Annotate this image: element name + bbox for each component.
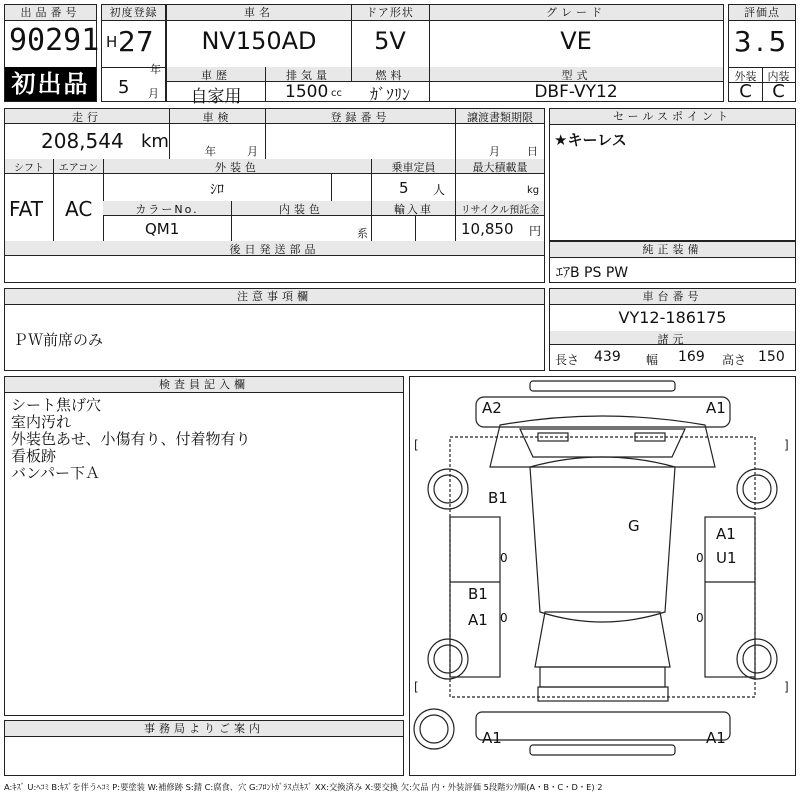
- first-reg-box: [101, 4, 166, 102]
- mileage: 208,544: [41, 129, 124, 153]
- mark-a1-right: A1: [716, 525, 736, 543]
- notes-box: [4, 288, 545, 371]
- int-color-unit: 系: [357, 227, 368, 240]
- inspector-line: シート焦げ穴: [11, 396, 102, 414]
- mark-zero-left: 0: [500, 551, 508, 565]
- car-name-label: 車名: [167, 5, 351, 21]
- month-unit: 月: [148, 87, 159, 100]
- reg-number-label: 登録番号: [265, 109, 455, 124]
- mark-zero-right: 0: [696, 551, 704, 565]
- svg-text:[: [: [414, 438, 419, 452]
- mark-b1-left: B1: [488, 489, 508, 507]
- shift-label: シフト: [5, 159, 53, 174]
- length-label: 長さ: [555, 353, 580, 367]
- inspector-line: 看板跡: [11, 447, 57, 465]
- era: H: [106, 33, 118, 51]
- sales-label: セールスポイント: [550, 109, 795, 125]
- int-color-label: 内装色: [231, 201, 371, 216]
- inspector-line: 室内汚れ: [11, 413, 72, 431]
- equipment-label: 純正装備: [550, 242, 795, 258]
- transfer-month-unit: 月: [489, 145, 500, 158]
- grade: VE: [560, 27, 592, 55]
- height-label: 高さ: [722, 353, 747, 367]
- shift: FAT: [9, 197, 44, 221]
- capacity-label: 乗車定員: [371, 159, 455, 174]
- mark-u1-right: U1: [716, 549, 737, 567]
- mark-b1-left-lower: B1: [468, 585, 488, 603]
- length: 439: [594, 349, 621, 365]
- equipment-text: ｴｱB PS PW: [556, 265, 629, 281]
- car-outline-svg: [410, 377, 795, 775]
- inspection-month-unit: 月: [247, 145, 258, 158]
- first-listing-badge: 初出品: [5, 67, 96, 101]
- width-value: 169: [678, 349, 705, 365]
- transfer-label: 譲渡書類期限: [455, 109, 544, 124]
- model-label: 型式: [429, 67, 723, 82]
- office-label: 事務局よりご案内: [5, 721, 403, 737]
- inspector-line: バンパー下Ａ: [11, 464, 100, 482]
- aircon: AC: [65, 197, 93, 221]
- equipment-box: [549, 241, 796, 283]
- year-unit: 年: [150, 63, 161, 76]
- year: 27: [118, 25, 154, 58]
- recycle-label: リサイクル預託金: [455, 201, 544, 216]
- svg-text:]: ]: [784, 680, 789, 694]
- inspector-label: 検査員記入欄: [5, 377, 403, 393]
- sales-text: ★キーレス: [554, 131, 627, 149]
- interior-label: 内装: [767, 70, 790, 83]
- chassis-number: VY12-186175: [618, 308, 727, 327]
- mark-a2-top-left: A2: [482, 399, 502, 417]
- lot-number: 90291: [9, 23, 100, 58]
- inspector-line: 外装色あせ、小傷有り、付着物有り: [11, 430, 251, 448]
- car-name: NV150AD: [201, 27, 317, 55]
- ext-color-label: 外装色: [103, 159, 371, 174]
- mark-zero-left-lower: 0: [500, 611, 508, 625]
- chassis-label: 車台番号: [550, 289, 795, 305]
- car-diagram: [409, 376, 796, 776]
- mark-a1-bottom-right: A1: [706, 729, 726, 747]
- specs-box: [4, 108, 545, 283]
- import-label: 輸入車: [371, 201, 455, 216]
- mark-zero-right-lower: 0: [696, 611, 704, 625]
- lot-label: 出品番号: [5, 5, 96, 21]
- office-box: [4, 720, 404, 776]
- notes-label: 注意事項欄: [5, 289, 544, 305]
- history: 自家用: [190, 87, 242, 107]
- door-type: 5V: [374, 27, 406, 55]
- ext-color: ｼﾛ: [210, 182, 224, 198]
- fuel-label: 燃料: [351, 67, 429, 82]
- max-load-label: 最大積載量: [455, 159, 544, 174]
- aircon-label: エアコン: [53, 159, 103, 174]
- footer-legend: A:ｷｽﾞ U:ﾍｺﾐ B:ｷｽﾞを伴うﾍｺﾐ P:要塗装 W:補修跡 S:錆 C:腐食、穴 G:ﾌﾛﾝﾄｶﾞﾗｽ点ｷｽﾞ XX:交換済み X:要交換 欠:欠品 内・外装評価 5段階ﾗﾝｸ順(A・B・C・D・E) 2: [4, 782, 603, 792]
- displacement-unit: cc: [331, 88, 342, 99]
- max-load-unit: kg: [527, 185, 540, 196]
- car-box: [166, 4, 724, 107]
- displacement-label: 排気量: [265, 67, 351, 82]
- svg-text:]: ]: [784, 438, 789, 452]
- inspection-year-unit: 年: [205, 145, 216, 158]
- chassis-box: [549, 288, 796, 371]
- mark-g-center: G: [628, 517, 640, 535]
- color-no: QM1: [145, 220, 180, 238]
- score-label: 評価点: [729, 5, 795, 21]
- mark-a1-left-lower: A1: [468, 611, 488, 629]
- displacement: 1500: [285, 82, 329, 102]
- score: 3.5: [733, 25, 791, 58]
- first-reg-label: 初度登録: [102, 5, 165, 21]
- model: DBF-VY12: [534, 82, 618, 102]
- inspector-box: [4, 376, 404, 716]
- notes-text: ＰＷ前席のみ: [13, 331, 104, 349]
- mark-a1-bottom-left: A1: [482, 729, 502, 747]
- interior-grade: C: [772, 81, 785, 102]
- capacity-unit: 人: [433, 183, 446, 197]
- later-parts-label: 後日発送部品: [5, 241, 544, 256]
- sales-box: [549, 108, 796, 241]
- height-value: 150: [758, 349, 785, 365]
- svg-text:[: [: [414, 680, 419, 694]
- mark-a1-top-right: A1: [706, 399, 726, 417]
- exterior-grade: C: [739, 81, 752, 102]
- history-label: 車歴: [167, 67, 265, 82]
- recycle-unit: 円: [529, 224, 542, 238]
- capacity: 5: [399, 179, 409, 197]
- mileage-unit: km: [141, 131, 169, 152]
- inspection-label: 車検: [169, 109, 265, 124]
- color-no-label: カラーNo.: [103, 201, 231, 216]
- transfer-day-unit: 日: [527, 145, 538, 158]
- mileage-label: 走行: [5, 109, 169, 124]
- dims-label: 諸元: [550, 331, 795, 345]
- recycle: 10,850: [461, 220, 514, 238]
- width-label: 幅: [646, 353, 659, 367]
- door-label: ドア形状: [351, 5, 429, 21]
- exterior-label: 外装: [734, 70, 757, 83]
- score-box: [728, 4, 796, 102]
- month: 5: [118, 77, 130, 98]
- grade-label: グレード: [429, 5, 723, 21]
- lot-box: [4, 4, 100, 102]
- fuel: ｶﾞｿﾘﾝ: [369, 85, 410, 104]
